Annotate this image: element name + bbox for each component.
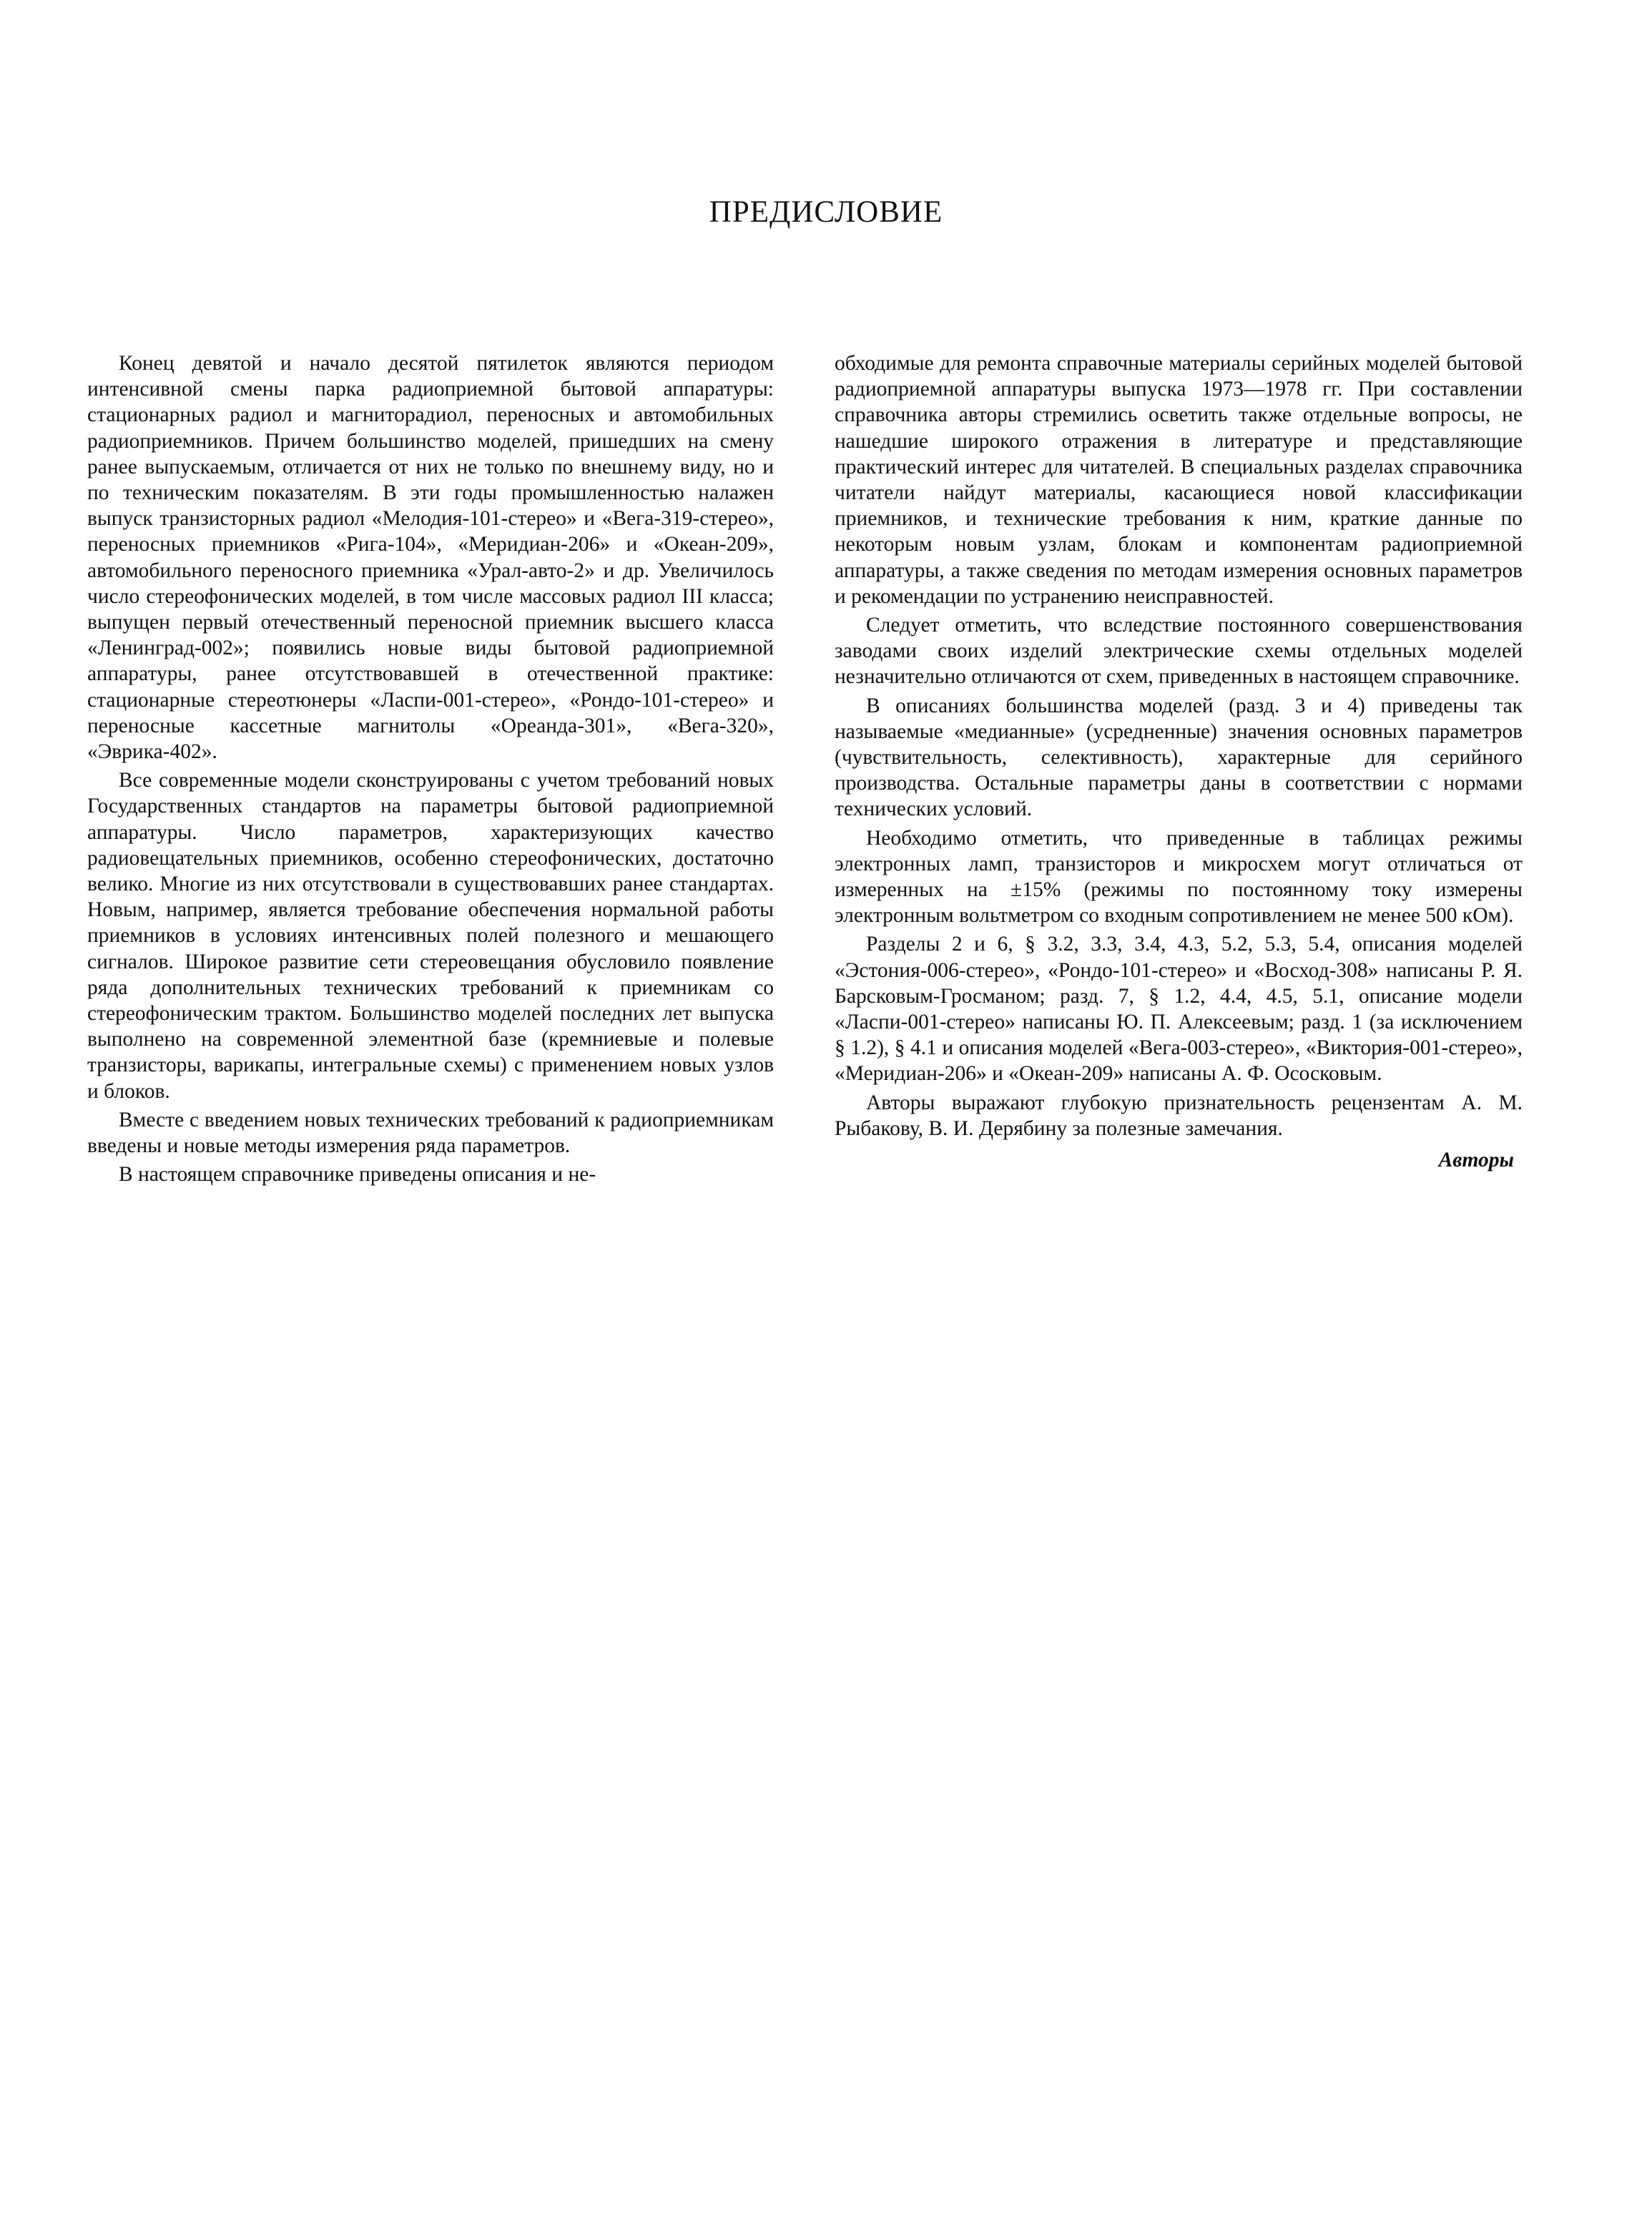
- paragraph: Все современные модели сконструированы с учетом требований новых Государственных стандартов на параметры бытовой радиоприемной аппаратуры. Число параметров, характеризующих качество радиовещательных приемников, особенно стереофонических, достаточно велико. Многие из них отсутствовали в существовавших ранее стандартах. Новым, например, является требование обеспечения нормальной работы приемников в условиях интенсивных полей полезного и мешающего сигналов. Широкое развитие сети стереовещания обусловило появление ряда дополнительных технических требований к приемникам со стереофоническим трактом. Большинство моделей последних лет выпуска выполнено на современной элементной базе (кремниевые и полевые транзисторы, варикапы, интегральные схемы) с применением новых узлов и блоков.: [87, 769, 774, 1103]
- paragraph: Разделы 2 и 6, § 3.2, 3.3, 3.4, 4.3, 5.2, 5.3, 5.4, описания моделей «Эстония-006-стерео», «Рондо-101-стерео» и «Восход-308» написаны Р. Я. Барсковым-Гросманом; разд. 7, § 1.2, 4.4, 4.5, 5.1, описание модели «Ласпи-001-стерео» написаны Ю. П. Алексеевым; разд. 1 (за исключением § 1.2), § 4.1 и описания моделей «Вега-003-стерео», «Виктория-001-стерео», «Меридиан-206» и «Океан-209» написаны А. Ф. Ососковым.: [835, 933, 1523, 1086]
- paragraph: В настоящем справочнике приведены описания и не-: [119, 1163, 596, 1187]
- right-column: [835, 350, 1523, 1173]
- page-title: ПРЕДИСЛОВИЕ: [709, 195, 943, 229]
- paragraph: Авторы выражают глубокую признательность рецензентам А. М. Рыбакову, В. И. Дерябину за полезные замечания.: [835, 1091, 1523, 1140]
- paragraph: Следует отметить, что вследствие постоянного совершенствования заводами своих изделий электрические схемы отдельных моделей незначительно отличаются от схем, приведенных в настоящем справочнике.: [835, 614, 1523, 689]
- paragraph: Конец девятой и начало десятой пятилеток являются периодом интенсивной смены парка радиоприемной бытовой аппаратуры: стационарных радиол и магниторадиол, переносных и автомобильных радиоприемников. Причем большинство моделей, пришедших на смену ранее выпускаемым, отличается от них не только по внешнему виду, но и по техническим показателям. В эти годы промышленностью налажен выпуск транзисторных радиол «Мелодия-101-стерео» и «Вега-319-стерео», переносных приемников «Рига-104», «Меридиан-206» и «Океан-209», автомобильного переносного приемника «Урал-авто-2» и др. Увеличилось число стереофонических моделей, в том числе массовых радиол III класса; выпущен первый отечественный переносной приемник высшего класса «Ленинград-002»; появились новые виды бытовой радиоприемной аппаратуры, ранее отсутствовавшей в отечественной практике: стационарные стереотюнеры «Ласпи-001-стерео», «Рондо-101-стерео» и переносные кассетные магнитолы «Ореанда-301», «Вега-320», «Эврика-402».: [87, 352, 774, 764]
- paragraph: Вместе с введением новых технических требований к радиоприемникам введены и новые методы измерения ряда параметров.: [87, 1108, 774, 1158]
- paragraph: В описаниях большинства моделей (разд. 3 и 4) приведены так называемые «медианные» (усредненные) значения основных параметров (чувствительность, селективность), характерные для серийного производства. Остальные параметры даны в соответствии с нормами технических условий.: [835, 694, 1523, 821]
- paragraph-continuation: обходимые для ремонта справочные материалы серийных моделей бытовой радиоприемной аппаратуры выпуска 1973—1978 гг. При составлении справочника авторы стремились осветить также отдельные вопросы, не нашедшие широкого отражения в литературе и представляющие практический интерес для читателей. В специальных разделах справочника читатели найдут материалы, касающиеся новой классификации приемников, и технические требования к ним, краткие данные по некоторым новым узлам, блокам и компонентам радиоприемной аппаратуры, а также сведения по методам измерения основных параметров и рекомендации по устранению неисправностей.: [835, 352, 1523, 608]
- signature: Авторы: [1438, 1149, 1514, 1172]
- left-column: [87, 350, 774, 1191]
- paragraph: Необходимо отметить, что приведенные в таблицах режимы электронных ламп, транзисторов и микросхем могут отличаться от измеренных на ±15% (режимы по постоянному току измерены электронным вольтметром со входным сопротивлением не менее 500 кОм).: [835, 826, 1523, 928]
